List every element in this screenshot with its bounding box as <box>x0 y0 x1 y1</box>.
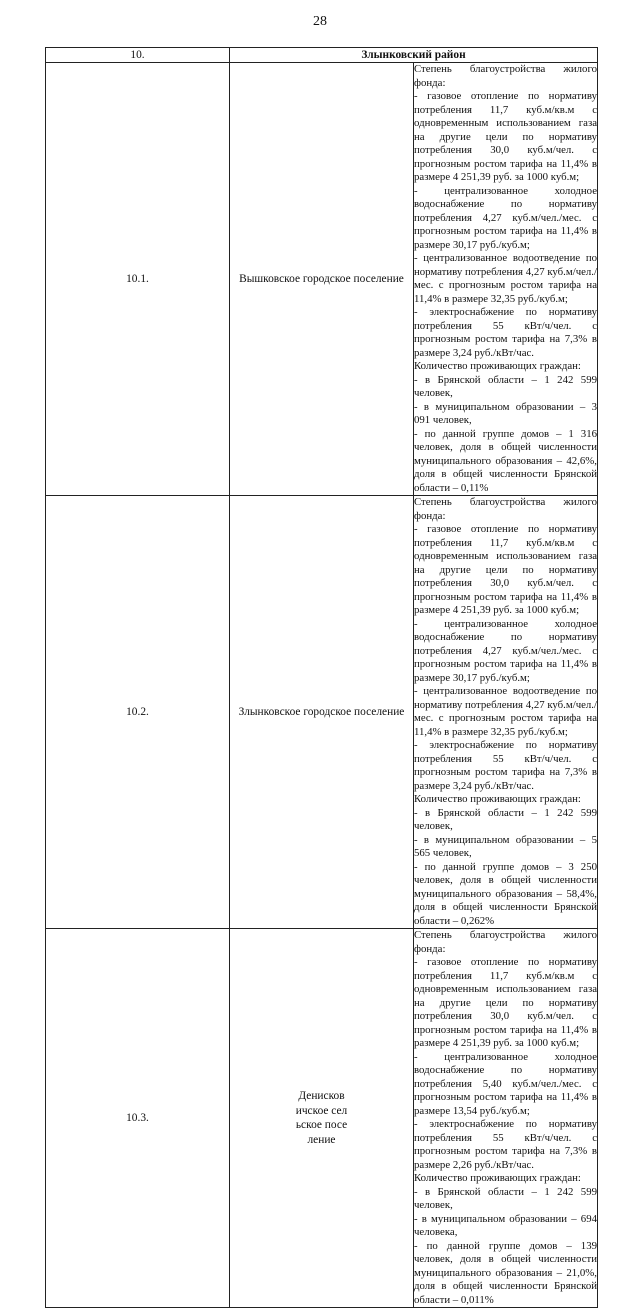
settlement-name-text: Денисковичское сельское поселение <box>295 1090 348 1146</box>
row-number: 10.3. <box>46 929 230 1308</box>
table-row <box>46 929 598 1308</box>
details-line: - централизованное холодное водоснабжение по нормативу потребления 4,27 куб.м/чел./мес. с прогнозным ростом тарифа на 11,4% в размере 30,17 руб./куб.м; <box>414 617 597 684</box>
details-line: - централизованное водоотведение по нормативу потребления 4,27 куб.м/чел./мес. с прогнозным ростом тарифа на 11,4% в размере 32,35 руб./куб.м; <box>414 685 597 738</box>
district-title: Злынковский район <box>230 48 598 63</box>
details-line: - по данной группе домов – 1 316 человек, доля в общей численности муниципального образования – 42,6%, доля в общей численности Брянской области – 0,11% <box>414 427 597 494</box>
details-line: - электроснабжение по нормативу потребления 55 кВт/ч/чел. с прогнозным ростом тарифа на 7,3% в размере 2,26 руб./кВт/час. <box>414 1118 597 1171</box>
details-line: - электроснабжение по нормативу потребления 55 кВт/ч/чел. с прогнозным ростом тарифа на 7,3% в размере 3,24 руб./кВт/час. <box>414 306 597 359</box>
details-line: Количество проживающих граждан: <box>414 360 581 372</box>
details-line: - электроснабжение по нормативу потребления 55 кВт/ч/чел. с прогнозным ростом тарифа на 7,3% в размере 3,24 руб./кВт/час. <box>414 739 597 792</box>
table-row <box>46 63 598 496</box>
details-line: - централизованное холодное водоснабжение по нормативу потребления 5,40 куб.м/чел./мес. с прогнозным ростом тарифа на 11,4% в размере 13,54 руб./куб.м; <box>414 1050 597 1117</box>
details-line: - газовое отопление по нормативу потребления 11,7 куб.м/кв.м с одновременным использованием газа на другие цели по нормативу потребления 30,0 куб.м/чел. с прогнозным ростом тарифа на 11,4% в размере 4 251,39 руб. за 1000 куб.м; <box>414 523 597 616</box>
details-line: Степень благоустройства жилого фонда: <box>414 929 597 955</box>
header-number: 10. <box>46 48 230 63</box>
details-line: - централизованное водоотведение по нормативу потребления 4,27 куб.м/чел./мес. с прогнозным ростом тарифа на 11,4% в размере 32,35 руб./куб.м; <box>414 252 597 305</box>
settlement-details <box>414 63 598 496</box>
details-line: Количество проживающих граждан: <box>414 1172 581 1184</box>
row-number: 10.2. <box>46 496 230 929</box>
tariff-table <box>45 47 598 1308</box>
details-line: Количество проживающих граждан: <box>414 793 581 805</box>
details-line: Степень благоустройства жилого фонда: <box>414 496 597 522</box>
settlement-name <box>230 929 414 1308</box>
details-line: - в муниципальном образовании – 3 091 человек, <box>414 400 597 426</box>
details-line: - по данной группе домов – 139 человек, доля в общей численности муниципального образования – 21,0%, доля в общей численности Брянской области – 0,011% <box>414 1239 597 1306</box>
settlement-name: Злынковское городское поселение <box>230 496 414 929</box>
settlement-details <box>414 496 598 929</box>
details-line: - в муниципальном образовании – 5 565 человек, <box>414 833 597 859</box>
table-row <box>46 496 598 929</box>
row-number: 10.1. <box>46 63 230 496</box>
details-line: Степень благоустройства жилого фонда: <box>414 63 597 89</box>
details-line: - по данной группе домов – 3 250 человек, доля в общей численности муниципального образования – 58,4%, доля в общей численности Брянской области – 0,262% <box>414 860 597 927</box>
settlement-name: Вышковское городское поселение <box>230 63 414 496</box>
details-line: - в Брянской области – 1 242 599 человек, <box>414 373 597 399</box>
details-line: - централизованное холодное водоснабжение по нормативу потребления 4,27 куб.м/чел./мес. с прогнозным ростом тарифа на 11,4% в размере 30,17 руб./куб.м; <box>414 184 597 251</box>
details-line: - газовое отопление по нормативу потребления 11,7 куб.м/кв.м с одновременным использованием газа на другие цели по нормативу потребления 30,0 куб.м/чел. с прогнозным ростом тарифа на 11,4% в размере 4 251,39 руб. за 1000 куб.м; <box>414 90 597 183</box>
details-line: - в муниципальном образовании – 694 человека, <box>414 1212 597 1238</box>
details-line: - в Брянской области – 1 242 599 человек, <box>414 806 597 832</box>
page-number: 28 <box>313 14 327 29</box>
details-line: - газовое отопление по нормативу потребления 11,7 куб.м/кв.м с одновременным использованием газа на другие цели по нормативу потребления 30,0 куб.м/чел. с прогнозным ростом тарифа на 11,4% в размере 4 251,39 руб. за 1000 куб.м; <box>414 956 597 1049</box>
settlement-details <box>414 929 598 1308</box>
details-line: - в Брянской области – 1 242 599 человек, <box>414 1185 597 1211</box>
table-header-row <box>46 48 598 63</box>
